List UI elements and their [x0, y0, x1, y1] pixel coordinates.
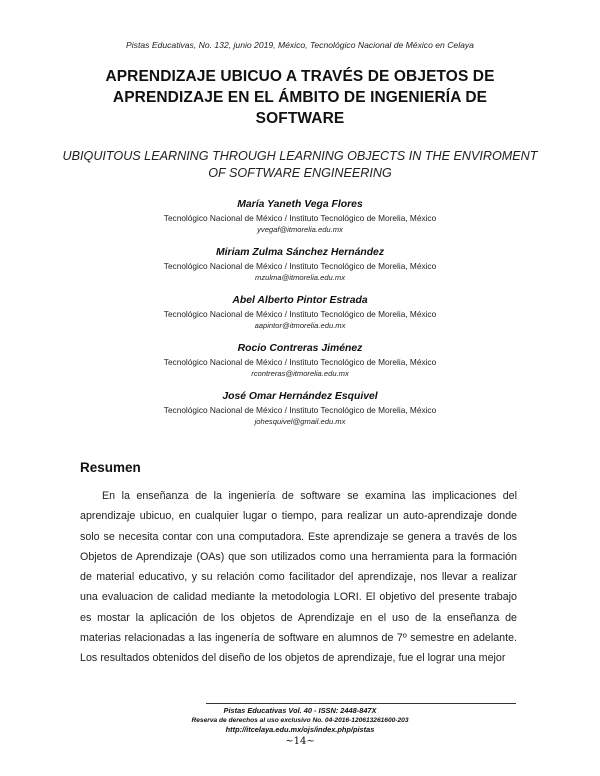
abstract-body: En la enseñanza de la ingeniería de software se examina las implicaciones del aprendizaje ubicuo, en cualquier lugar o tiempo, para realizar un auto-aprendizaje donde solo se necesita contar con una computadora. Este aprendizaje se genera a través de los Objetos de Aprendizaje (OAs) que son utilizados como una herramienta para la formación de material educativo, y su relación como facilitador del aprendizaje, nos llevar a realizar una evaluacion de calidad mediante la metodologia LORI. El objetivo del presente trabajo es mostar la aplicación de los objetos de Aprendizaje en el uso de la enseñanza de materias relacionadas a las ingenería de software en alumnos de 7º semestre en adelante. Los resultados obtenidos del diseño de los objetos de aprendizaje, fue el lograr una mejor: [80, 490, 517, 665]
author-name: María Yaneth Vega Flores: [237, 199, 363, 210]
running-head: Pistas Educativas, No. 132, junio 2019, México, Tecnológico Nacional de México en Celaya: [126, 40, 474, 50]
author-email[interactable]: yvegaf@itmorelia.edu.mx: [257, 225, 343, 234]
author-affiliation: Tecnológico Nacional de México / Instituto Tecnológico de Morelia, México: [163, 261, 437, 271]
footer-divider: [206, 703, 516, 704]
author-block: [60, 389, 540, 427]
author-affiliation: Tecnológico Nacional de México / Instituto Tecnológico de Morelia, México: [163, 213, 437, 223]
author-affiliation: Tecnológico Nacional de México / Instituto Tecnológico de Morelia, México: [163, 405, 437, 415]
author-email[interactable]: rcontreras@itmorelia.edu.mx: [251, 369, 349, 378]
author-affiliation: Tecnológico Nacional de México / Instituto Tecnológico de Morelia, México: [163, 309, 437, 319]
paper-title-english: UBIQUITOUS LEARNING THROUGH LEARNING OBJECTS IN THE ENVIROMENT OF SOFTWARE ENGINEERING: [62, 149, 538, 180]
author-email[interactable]: johesquivel@gmail.edu.mx: [254, 417, 346, 426]
abstract-heading: Resumen: [80, 460, 141, 475]
author-name: José Omar Hernández Esquivel: [222, 391, 378, 402]
paper-title: APRENDIZAJE UBICUO A TRAVÉS DE OBJETOS DE APRENDIZAJE EN EL ÁMBITO DE INGENIERÍA DE SOFTWARE: [105, 68, 495, 127]
author-block: [60, 293, 540, 331]
footer-journal: Pistas Educativas Vol. 40 - ISSN: 2448-847X: [223, 706, 377, 715]
footer-url[interactable]: http://itcelaya.edu.mx/ojs/index.php/pistas: [225, 725, 375, 734]
author-name: Miriam Zulma Sánchez Hernández: [215, 247, 385, 258]
author-name: Abel Alberto Pintor Estrada: [232, 295, 368, 306]
author-email[interactable]: aapintor@itmorelia.edu.mx: [254, 321, 346, 330]
author-name: Rocio Contreras Jiménez: [237, 343, 363, 354]
author-block: [60, 341, 540, 379]
page-footer: [0, 706, 600, 748]
footer-rights: Reserva de derechos al uso exclusivo No. 04-2016-120613261600-203: [191, 717, 409, 724]
author-block: [60, 245, 540, 283]
page-number: ~14~: [285, 736, 315, 747]
author-email[interactable]: mzulma@itmorelia.edu.mx: [255, 273, 345, 282]
author-block: [60, 197, 540, 235]
author-list: [60, 197, 540, 437]
author-affiliation: Tecnológico Nacional de México / Instituto Tecnológico de Morelia, México: [163, 357, 437, 367]
